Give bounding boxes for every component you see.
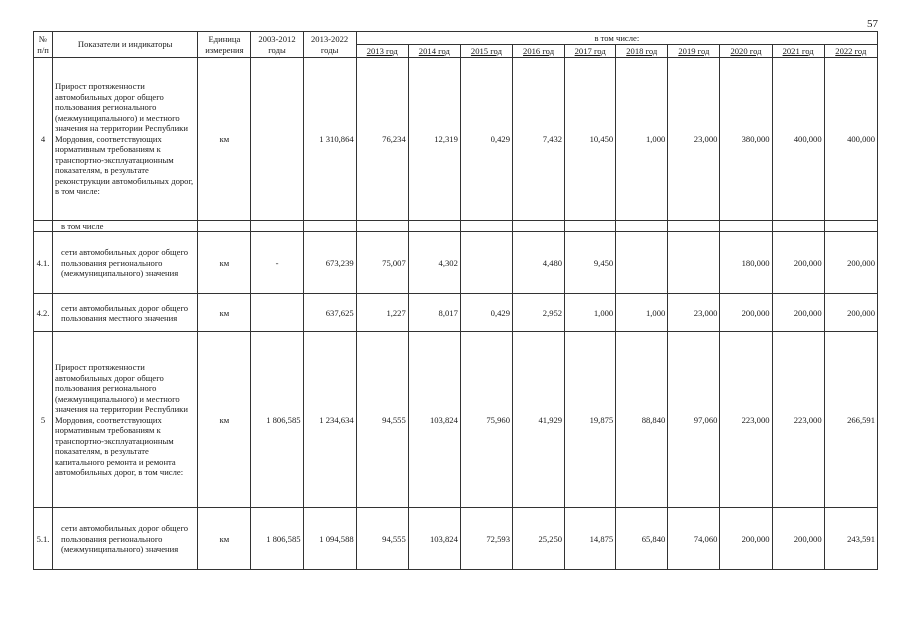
row-year-value: 200,000 [772,294,824,332]
row-year-value: 400,000 [772,58,824,221]
row-year-value: 65,840 [616,508,668,570]
row-year-value [772,221,824,232]
row-year-value [668,232,720,294]
row-label: сети автомобильных дорог общего пользования регионального (межмуниципального) значения [53,232,198,294]
row-year-value: 266,591 [824,332,877,508]
row-year-value [824,221,877,232]
row-period2: 673,239 [303,232,356,294]
header-num: № п/п [34,32,53,58]
row-period1 [251,58,303,221]
row-year-value: 75,960 [460,332,512,508]
row-num: 4.1. [34,232,53,294]
row-period2: 637,625 [303,294,356,332]
row-year-value: 41,929 [513,332,565,508]
row-year-value: 76,234 [356,58,408,221]
row-year-value: 8,017 [408,294,460,332]
header-year: 2020 год [720,45,772,58]
row-period1 [251,221,303,232]
row-year-value: 243,591 [824,508,877,570]
header-year: 2021 год [772,45,824,58]
row-year-value: 2,952 [513,294,565,332]
header-unit: Единица измерения [198,32,251,58]
header-period-2003-2012: 2003-2012 годы [251,32,303,58]
row-year-value: 223,000 [720,332,772,508]
row-year-value: 14,875 [565,508,616,570]
row-year-value: 1,227 [356,294,408,332]
row-year-value: 223,000 [772,332,824,508]
row-year-value: 200,000 [824,232,877,294]
row-year-value: 200,000 [772,508,824,570]
row-unit: км [198,294,251,332]
row-year-value: 88,840 [616,332,668,508]
row-year-value: 23,000 [668,58,720,221]
row-year-value [460,232,512,294]
table-row [34,221,878,232]
row-label: Прирост протяженности автомобильных дорог общего пользования регионального (межмуниципального) и местного значения на территории Республики Мордовия, соответствующих нормативным требованиям к транспортно-эксплуатационным показателям, в результате реконструкции автомобильных дорог, в том числе: [53,58,198,221]
row-year-value: 200,000 [720,294,772,332]
row-year-value: 1,000 [565,294,616,332]
row-period2: 1 310,864 [303,58,356,221]
row-num: 5 [34,332,53,508]
row-year-value: 9,450 [565,232,616,294]
header-period-2013-2022: 2013-2022 годы [303,32,356,58]
row-period1: 1 806,585 [251,508,303,570]
row-unit: км [198,232,251,294]
row-year-value [616,232,668,294]
row-year-value: 23,000 [668,294,720,332]
row-year-value: 75,007 [356,232,408,294]
row-year-value: 380,000 [720,58,772,221]
row-year-value: 200,000 [720,508,772,570]
page-number: 57 [867,18,878,30]
row-year-value: 1,000 [616,294,668,332]
row-year-value: 4,302 [408,232,460,294]
row-year-value [616,221,668,232]
row-year-value: 103,824 [408,508,460,570]
row-year-value: 400,000 [824,58,877,221]
row-year-value: 7,432 [513,58,565,221]
row-year-value: 0,429 [460,294,512,332]
header-indicator: Показатели и индикаторы [53,32,198,58]
row-year-value: 25,250 [513,508,565,570]
row-period1 [251,294,303,332]
table-row [34,508,878,570]
table-row [34,294,878,332]
table-row [34,232,878,294]
row-year-value [408,221,460,232]
row-label: в том числе [53,221,198,232]
row-year-value [460,221,512,232]
header-year: 2018 год [616,45,668,58]
row-year-value [565,221,616,232]
table-row [34,58,878,221]
row-num: 4.2. [34,294,53,332]
row-year-value: 0,429 [460,58,512,221]
indicators-table [33,31,878,570]
row-period2 [303,221,356,232]
header-year: 2019 год [668,45,720,58]
row-period2: 1 094,588 [303,508,356,570]
row-unit [198,221,251,232]
header-year: 2013 год [356,45,408,58]
row-year-value [720,221,772,232]
row-year-value: 74,060 [668,508,720,570]
row-label: сети автомобильных дорог общего пользования регионального (межмуниципального) значения [53,508,198,570]
row-year-value: 94,555 [356,508,408,570]
row-year-value: 72,593 [460,508,512,570]
row-year-value: 200,000 [824,294,877,332]
row-unit: км [198,58,251,221]
row-year-value [668,221,720,232]
row-label: сети автомобильных дорог общего пользования местного значения [53,294,198,332]
row-year-value: 19,875 [565,332,616,508]
row-label: Прирост протяженности автомобильных дорог общего пользования регионального (межмуниципального) и местного значения на территории Республики Мордовия, соответствующих нормативным требованиям к транспортно-эксплуатационным показателям, в результате капитального ремонта и ремонта автомобильных дорог, в том числе: [53,332,198,508]
row-year-value: 103,824 [408,332,460,508]
row-period1: 1 806,585 [251,332,303,508]
row-year-value: 97,060 [668,332,720,508]
row-unit: км [198,332,251,508]
row-year-value [356,221,408,232]
row-year-value: 4,480 [513,232,565,294]
header-in-that: в том числе: [356,32,877,45]
row-year-value: 200,000 [772,232,824,294]
header-year: 2016 год [513,45,565,58]
row-year-value: 12,319 [408,58,460,221]
header-year: 2017 год [565,45,616,58]
row-num: 4 [34,58,53,221]
header-year: 2015 год [460,45,512,58]
row-year-value: 10,450 [565,58,616,221]
row-period1: - [251,232,303,294]
row-year-value: 1,000 [616,58,668,221]
row-year-value: 94,555 [356,332,408,508]
row-num: 5.1. [34,508,53,570]
row-year-value: 180,000 [720,232,772,294]
row-year-value [513,221,565,232]
row-period2: 1 234,634 [303,332,356,508]
header-year: 2014 год [408,45,460,58]
header-year: 2022 год [824,45,877,58]
row-num [34,221,53,232]
row-unit: км [198,508,251,570]
table-row [34,332,878,508]
